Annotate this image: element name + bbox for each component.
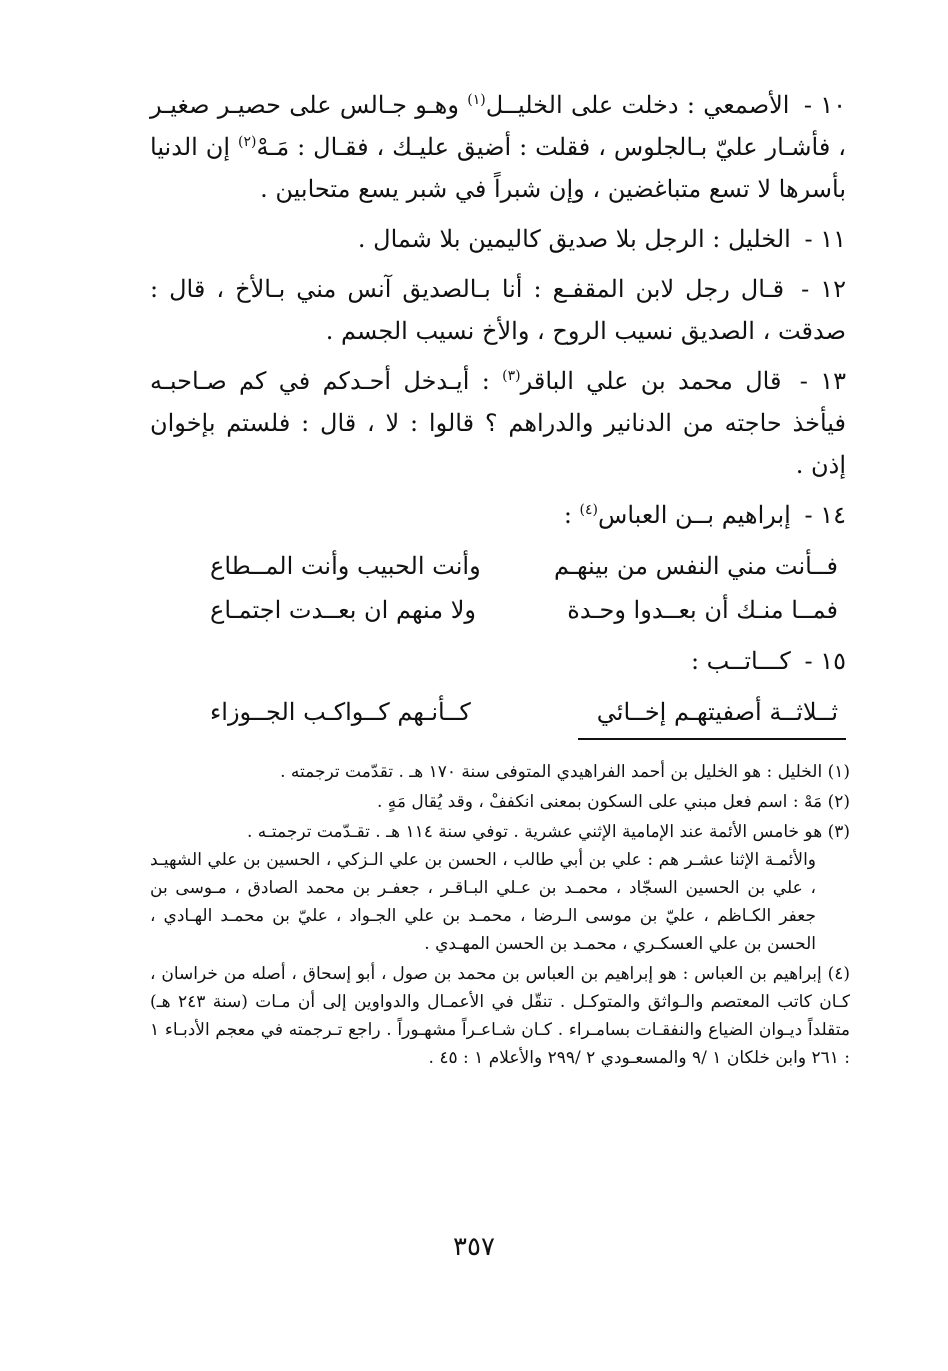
footnote-mark: (٤): [827, 964, 850, 984]
item-text: : أيـدخل أحـدكم في كم صـاحبـه فيأخذ حاجته من الدنانير والدراهم ؟ قالوا : لا ، قال : فلستم بإخوان إذن .: [150, 367, 846, 479]
poem-1: [150, 544, 846, 632]
item-number: ١١ -: [804, 225, 846, 253]
verse-second-hemistich: كــأنـهم كــواكـب الجــوزاء: [210, 698, 471, 726]
footnote-mark: (١): [827, 762, 850, 782]
item-text: وهـو جـالس على حصيـر صغيـر ، فأشـار عليّ بـالجلوس ، فقلت : أضيق عليـك ، فقـال : مَـهْ: [150, 91, 846, 161]
footnote-text: إبراهيم بن العباس : هو إبراهيم بن العباس بن محمد بن صول ، أبو إسحاق ، أصله من خراسان ، كـان كاتب المعتصم والـواثق والمتوكـل . تنقّل في الأعمـال والدواوين إلى أن مـات (سنة ٢٤٣ هـ) متقلداً ديـوان الضياع والنفقـات بسامـراء . كـان شـاعـراً مشهـوراً . راجع تـرجمته في معجم الأدبـاء ١ : ٢٦١ وابن خلكان ١ /٩ والمسعـودي ٢ /٢٩٩ والأعلام ١ : ٤٥ .: [150, 964, 850, 1068]
item-text: كـــاتــب :: [690, 647, 791, 675]
item-number: ١٤ -: [804, 501, 846, 529]
footnote-text: الخليل : هو الخليل بن أحمد الفراهيدي المتوفى سنة ١٧٠ هـ . تقدّمت ترجمته .: [280, 762, 823, 782]
item-11: [150, 218, 846, 260]
footnote-text: مَهْ : اسم فعل مبني على السكون بمعنى انكففْ ، وقد يُقال مَهٍ .: [376, 792, 823, 812]
page-number: ٣٥٧: [453, 1232, 495, 1262]
poem-verse: [210, 544, 838, 588]
item-text: :: [563, 501, 572, 529]
item-text: الأصمعي : دخلت على الخليــل: [485, 91, 790, 119]
item-12: [150, 268, 846, 352]
verse-first-hemistich: ثــلاثــة أصفيتهـم إخــائي: [596, 698, 838, 726]
item-14: [150, 494, 846, 536]
item-text: إبراهيم بــن العباس: [598, 501, 791, 529]
item-10: [150, 84, 846, 210]
item-text: قـال رجل لابن المقفـع : أنا بـالصديق آنس مني بـالأخ ، قال : صدقت ، الصديق نسيب الروح ، والأخ نسيب الجسم .: [150, 275, 846, 345]
verse-first-hemistich: فــأنت مني النفس من بينهـم: [553, 552, 838, 580]
footnote-mark: (٣): [827, 822, 850, 842]
item-13: [150, 360, 846, 486]
item-number: ١٣ -: [799, 367, 846, 395]
footnote-ref: (٣): [502, 368, 521, 384]
verse-second-hemistich: وأنت الحبيب وأنت المــطاع: [210, 552, 481, 580]
footnote-3: [150, 818, 850, 958]
footnote-1: [150, 758, 850, 786]
poem-verse: [210, 588, 838, 632]
item-text: قال محمد بن علي الباقر: [520, 367, 782, 395]
poem-2: [150, 690, 846, 734]
verse-first-hemistich: فمــا منـك أن بعــدوا وحـدة: [567, 596, 838, 624]
footnote-text: هو خامس الأئمة عند الإمامية الإثني عشرية . توفي سنة ١١٤ هـ . تقـدّمت ترجمتـه .: [246, 822, 823, 842]
item-text: الخليل : الرجل بلا صديق كاليمين بلا شمال .: [357, 225, 791, 253]
footnote-2: [150, 788, 850, 816]
verse-second-hemistich: ولا منهم ان بعــدت اجتمـاع: [210, 596, 477, 624]
footnote-text: والأئمـة الإثنا عشـر هم : علي بن أبي طالب ، الحسن بن علي الـزكي ، الحسين بن علي الشهيـد ، علي بن الحسين السجّاد ، محمـد بن عـلي البـاقـر ، جعفـر بن محمد الصادق ، مـوسى بن جعفر الكـاظم ، عليّ بن موسى الـرضا ، محمـد بن علي الجـواد ، عليّ بن محمـد الهـادي ، الحسن بن علي العسكـري ، محمـد بن الحسن المهـدي .: [150, 850, 817, 954]
footnote-ref: (٢): [237, 134, 257, 150]
footnote-mark: (٢): [827, 792, 850, 812]
poem-verse: [210, 690, 838, 734]
item-number: ١٠ -: [803, 91, 847, 119]
footnote-ref: (٤): [579, 502, 599, 518]
item-15: [150, 640, 846, 682]
item-text: إن الدنيا بأسرها لا تسع متباغضين ، وإن شبراً في شبر يسع متحابين .: [150, 133, 846, 203]
footnote-4: [150, 960, 850, 1072]
main-text: [150, 84, 846, 734]
footnotes: [150, 758, 850, 1074]
item-number: ١٥ -: [804, 647, 846, 675]
item-number: ١٢ -: [801, 275, 846, 303]
footnote-ref: (١): [467, 92, 486, 108]
footnote-separator: [578, 738, 846, 740]
